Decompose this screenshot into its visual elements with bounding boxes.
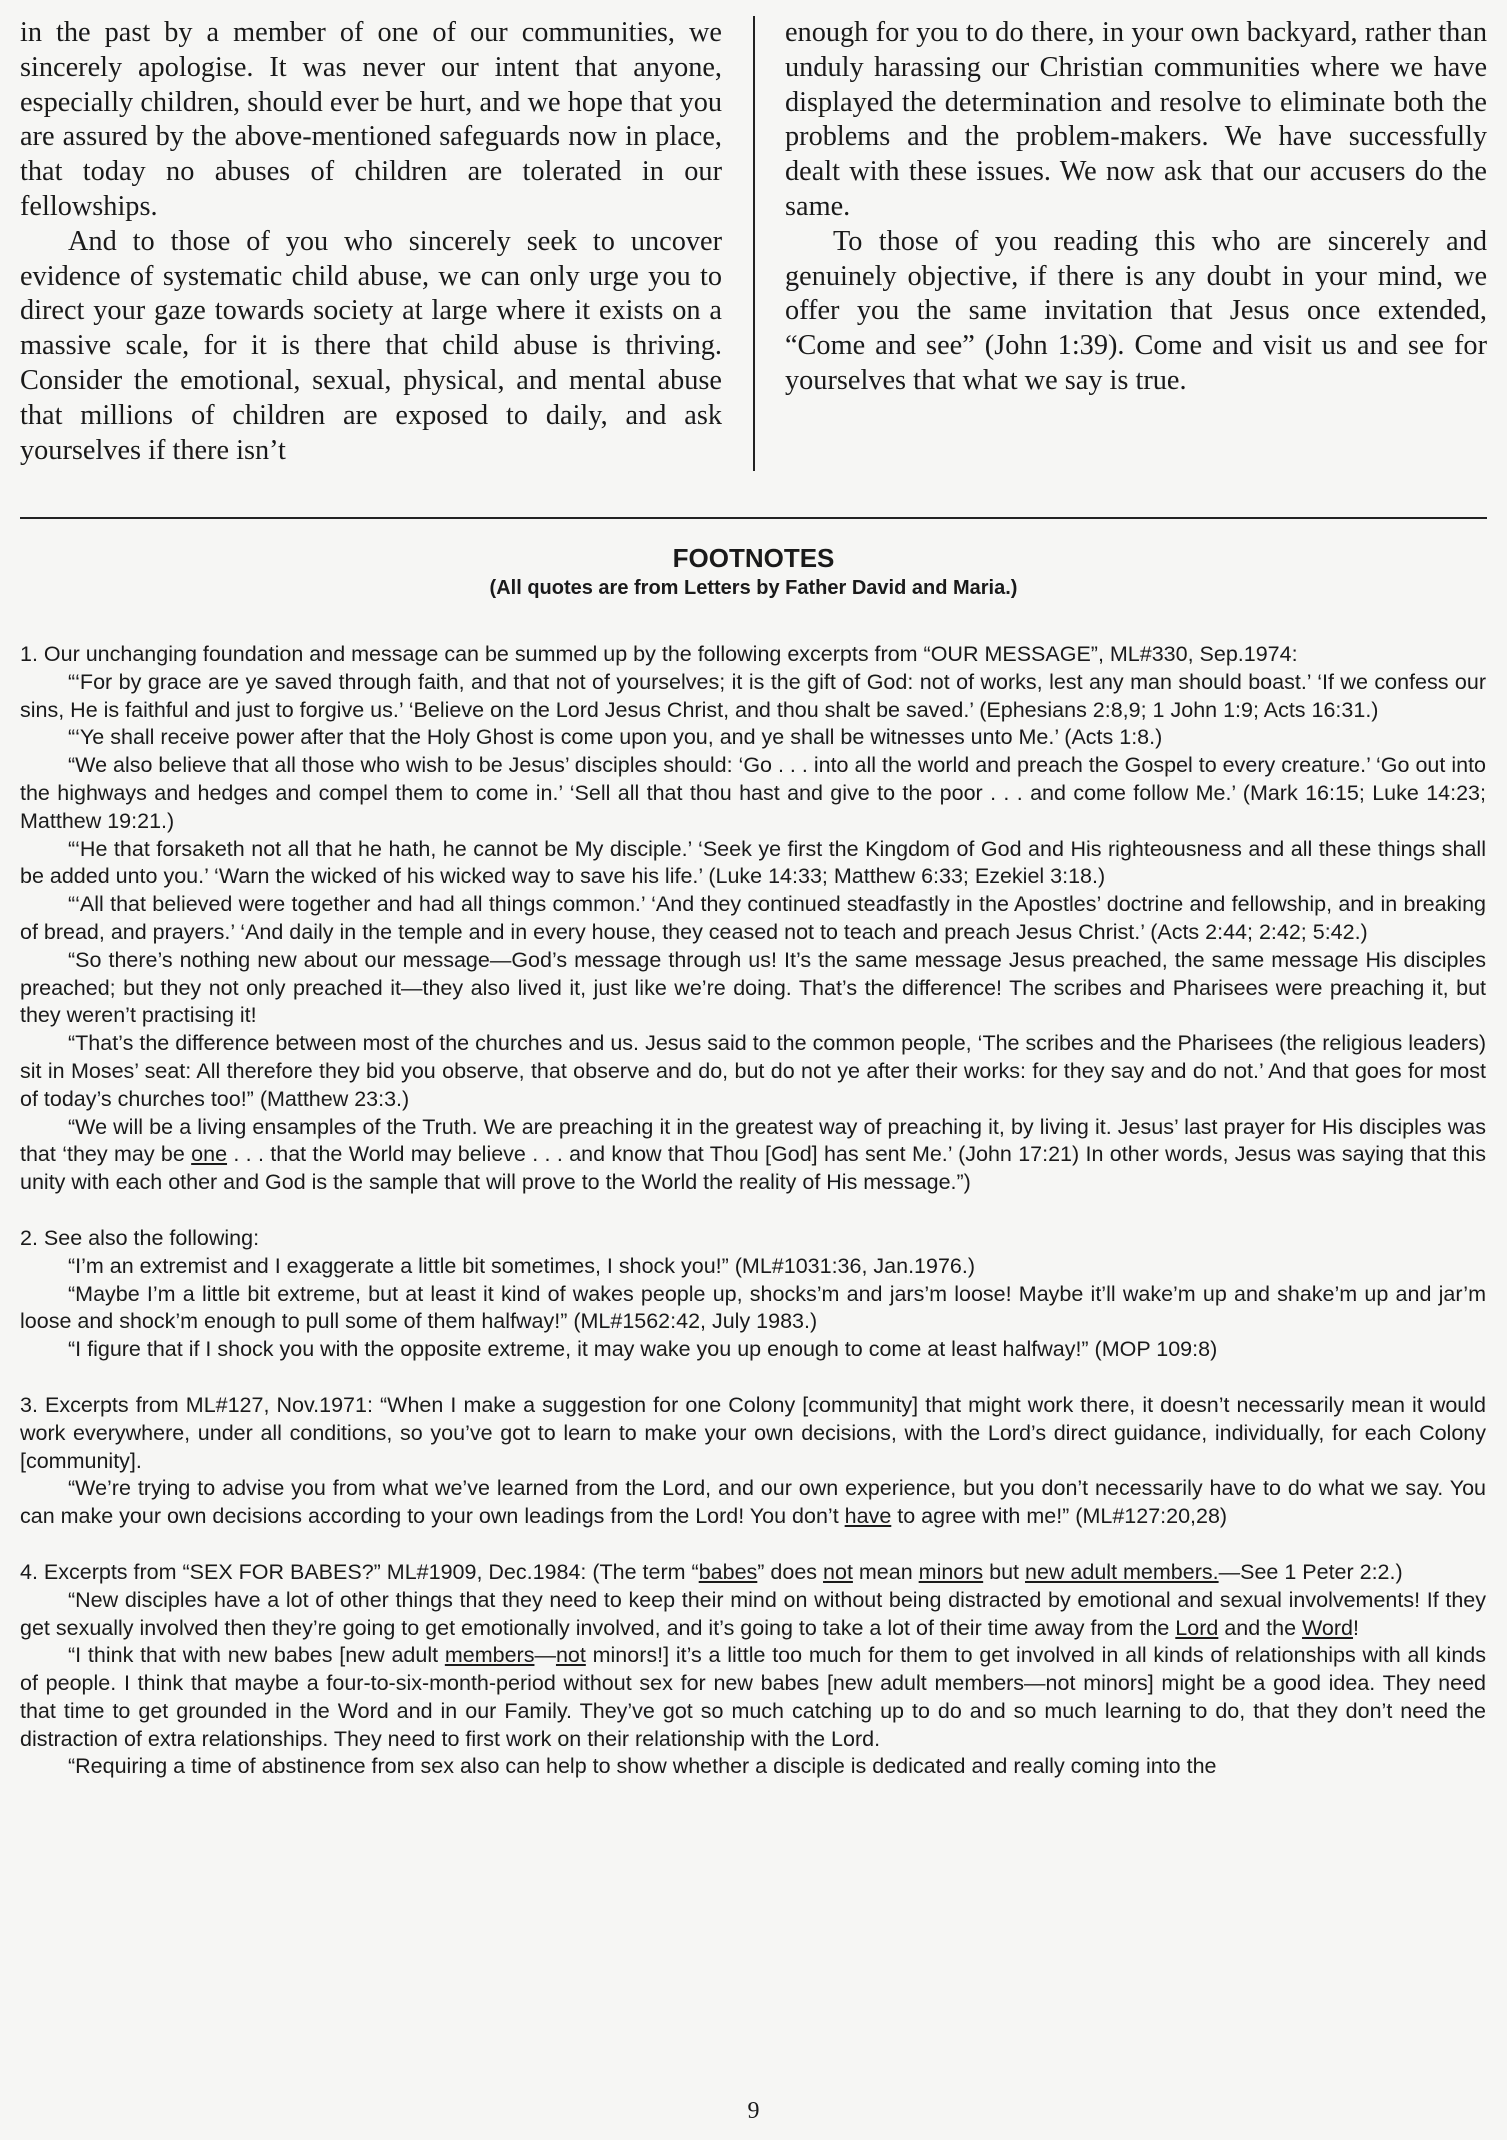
text-run: “New disciples have a lot of other things that they need to keep their mind on without being distracted by emotional and sexual involvements! If they get sexually involved then they’re going to get emotionally involved, and it’s going to take a lot of their time away from the <box>20 1587 1486 1640</box>
spacer <box>20 1197 1486 1225</box>
spacer <box>20 1364 1486 1392</box>
footnote-1-quote: “‘For by grace are ye saved through faith, and that not of yourselves; it is the gift of God: not of works, lest any man should boast.’ ‘If we confess our sins, He is faithful and just to forgive us.’ ‘Believe on the Lord Jesus Christ, and thou shalt be saved.’ (Ephesians 2:8,9; 1 John 1:9; Acts 16:31.) <box>20 669 1486 722</box>
page-number: 9 <box>747 2098 760 2124</box>
left-column <box>20 16 722 468</box>
underlined-word: have <box>844 1504 892 1529</box>
footnote-4-intro <box>20 1559 1486 1587</box>
text-run: “We will be a living ensamples of the Truth. We are preaching it in the greatest way of preaching it, by living it. Jesus’ last prayer for His disciples was that ‘they may be <box>20 1114 1486 1167</box>
underlined-word: Word <box>1302 1615 1354 1640</box>
left-paragraph-1: in the past by a member of one of our communities, we sincerely apologise. It was never our intent that anyone, especially children, should ever be hurt, and we hope that you are assured by the above-mentioned safeguards now in place, that today no abuses of children are tolerated in our fellowships. <box>20 17 722 222</box>
footnote-1-quote <box>20 1114 1486 1197</box>
text-run: “We’re trying to advise you from what we’ve learned from the Lord, and our own experience, but you don’t necessarily have to do what we say. You can make your own decisions according to your own leadings from the Lord! You don’t <box>20 1476 1486 1529</box>
footnotes-subtitle: (All quotes are from Letters by Father David and Maria.) <box>489 577 1018 599</box>
footnote-2-intro: 2. See also the following: <box>20 1225 260 1250</box>
right-paragraph-2: To those of you reading this who are sincerely and genuinely objective, if there is any doubt in your mind, we offer you the same invitation that Jesus once extended, “Come and see” (John 1:39). Come and visit us and see for yourselves that what we say is true. <box>785 225 1487 396</box>
right-column <box>785 16 1487 399</box>
text-run: . . . that the World may believe . . . and know that Thou [God] has sent Me.’ (John 17:21) In other words, Jesus was saying that this unity with each other and God is the sample that will prove to the World the reality of His message.”) <box>20 1142 1486 1195</box>
column-divider <box>753 16 755 471</box>
underlined-word: not <box>823 1559 853 1584</box>
footnotes-heading <box>0 542 1507 602</box>
text-run: 4. Excerpts from “SEX FOR BABES?” ML#1909, Dec.1984: (The term “ <box>20 1559 699 1584</box>
footnote-4-quote <box>20 1642 1486 1753</box>
footnote-1-quote: “‘He that forsaketh not all that he hath, he cannot be My disciple.’ ‘Seek ye first the Kingdom of God and His righteousness and all these things shall be added unto you.’ ‘Warn the wicked of his wicked way to save his life.’ (Luke 14:33; Matthew 6:33; Ezekiel 3:18.) <box>20 836 1486 889</box>
text-run: but <box>983 1559 1026 1584</box>
underlined-word: minors <box>918 1559 984 1584</box>
text-run: “I think that with new babes [new adult <box>68 1643 445 1668</box>
underlined-word: not <box>555 1643 586 1668</box>
body-columns <box>20 16 1487 478</box>
text-run: — <box>534 1643 556 1668</box>
footnote-1-quote: “That’s the difference between most of the churches and us. Jesus said to the common people, ‘The scribes and the Pharisees (the religious leaders) sit in Moses’ seat: All therefore they bid you observe, that observe and do, but do not ye after their works: for they say and do not.’ And that goes for most of today’s churches too!” (Matthew 23:3.) <box>20 1031 1486 1111</box>
footnote-1-quote: “We also believe that all those who wish to be Jesus’ disciples should: ‘Go . . . into all the world and preach the Gospel to every creature.’ ‘Go out into the highways and hedges and compel them to come in.’ ‘Sell all that thou hast and give to the poor . . . and come follow Me.’ (Mark 16:15; Luke 14:23; Matthew 19:21.) <box>20 753 1486 833</box>
footnotes-list <box>20 641 1486 1781</box>
underlined-word: new adult members. <box>1025 1559 1219 1584</box>
underlined-word: members <box>444 1643 535 1668</box>
text-run: to agree with me!” (ML#127:20,28) <box>891 1504 1228 1529</box>
right-paragraph-1: enough for you to do there, in your own backyard, rather than unduly harassing our Christian communities where we have displayed the determination and resolve to eliminate both the problems and the problem-makers. We have successfully dealt with these issues. We now ask that our accusers do the same. <box>785 17 1487 222</box>
text-run: ” does <box>757 1559 824 1584</box>
footnote-1-quote: “‘Ye shall receive power after that the Holy Ghost is come upon you, and ye shall be witnesses unto Me.’ (Acts 1:8.) <box>68 725 1163 750</box>
text-run: and the <box>1218 1615 1303 1640</box>
footnote-3-intro: 3. Excerpts from ML#127, Nov.1971: “When I make a suggestion for one Colony [community] that might work there, it doesn’t necessarily mean it would work everywhere, under all conditions, so you’ve got to learn to make your own decisions, with the Lord’s direct guidance, individually, for each Colony [community]. <box>20 1392 1486 1473</box>
left-paragraph-2: And to those of you who sincerely seek to uncover evidence of systematic child abuse, we can only urge you to direct your gaze towards society at large where it exists on a massive scale, for it is there that child abuse is thriving. Consider the emotional, sexual, physical, and mental abuse that millions of children are exposed to daily, and ask yourselves if there isn’t <box>20 225 722 466</box>
footnote-4-quote: “Requiring a time of abstinence from sex also can help to show whether a disciple is dedicated and really coming into the <box>68 1754 1217 1779</box>
footnote-2-quote: “I figure that if I shock you with the opposite extreme, it may wake you up enough to come at least halfway!” (MOP 109:8) <box>68 1337 1218 1362</box>
footnote-3-quote <box>20 1475 1486 1531</box>
underlined-word: Lord <box>1175 1615 1219 1640</box>
spacer <box>20 1531 1486 1559</box>
footnote-2-quote: “I’m an extremist and I exaggerate a little bit sometimes, I shock you!” (ML#1031:36, Jan.1976.) <box>68 1253 976 1278</box>
underlined-word: babes <box>698 1559 758 1584</box>
underlined-word: one <box>191 1142 228 1167</box>
text-run: minors!] it’s a little too much for them to get involved in all kinds of relationships with all kinds of people. I think that maybe a four-to-six-month-period without sex for new babes [new adult members—not minors] might be a good idea. They need that time to get grounded in the Word and in our Family. They’ve got so much catching up to do and so much learning to do, that they don’t need the distraction of extra relationships. They need to first work on their relationship with the Lord. <box>20 1643 1486 1751</box>
footnote-1-quote: “So there’s nothing new about our message—God’s message through us! It’s the same message Jesus preached, the same message His disciples preached; but they not only preached it—they also lived it, just like we’re doing. That’s the difference! The scribes and Pharisees were preaching it, but they weren’t practising it! <box>20 947 1486 1028</box>
footnotes-title: FOOTNOTES <box>672 543 835 573</box>
text-run: ! <box>1353 1615 1359 1640</box>
footnote-1-quote: “‘All that believed were together and had all things common.’ ‘And they continued steadfastly in the Apostles’ doctrine and fellowship, and in breaking of bread, and prayers.’ ‘And daily in the temple and in every house, they ceased not to teach and preach Jesus Christ.’ (Acts 2:44; 2:42; 5:42.) <box>20 892 1486 944</box>
text-run: —See 1 Peter 2:2.) <box>1218 1559 1403 1584</box>
section-divider <box>20 517 1487 519</box>
footnote-1-intro: 1. Our unchanging foundation and message can be summed up by the following excerpts from “OUR MESSAGE”, ML#330, Sep.1974: <box>20 642 1298 666</box>
footnote-2-quote: “Maybe I’m a little bit extreme, but at least it kind of wakes people up, shocks’m and jars’m loose! Maybe it’ll wake’m up and shake’m up and jar’m loose and shock’m enough to pull some of them halfway!” (ML#1562:42, July 1983.) <box>20 1281 1486 1334</box>
footnote-4-quote <box>20 1587 1486 1643</box>
text-run: mean <box>852 1559 919 1584</box>
